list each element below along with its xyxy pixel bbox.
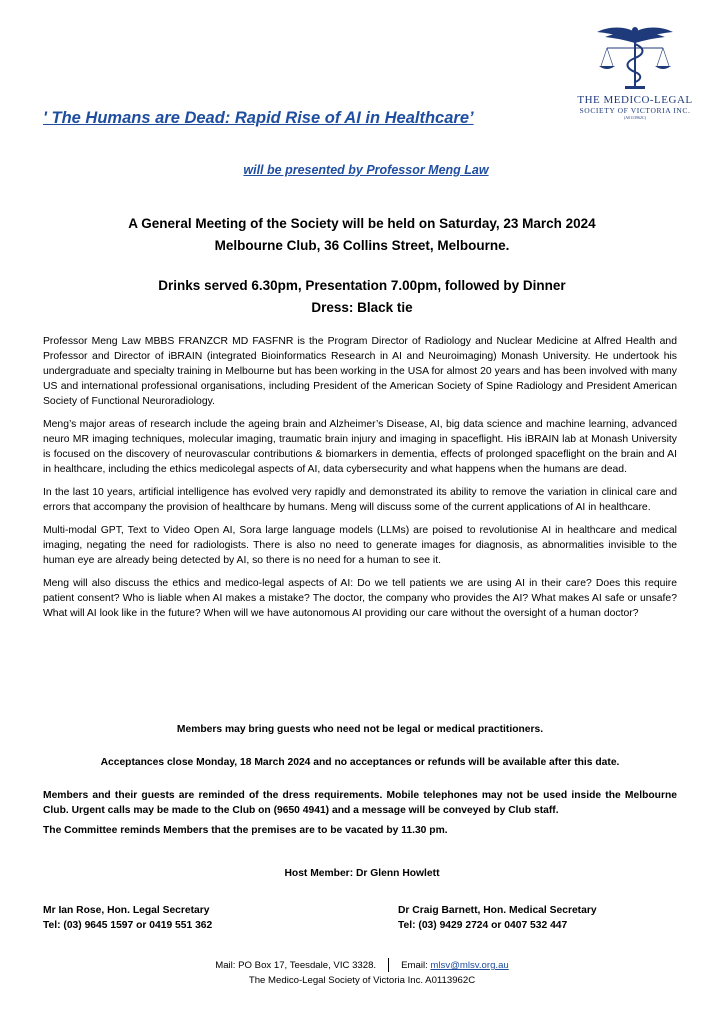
host-member: Host Member: Dr Glenn Howlett (284, 868, 440, 879)
caduceus-scales-icon (595, 22, 675, 90)
acceptances-notice: Acceptances close Monday, 18 March 2024 and no acceptances or refunds will be available after this date. (100, 757, 620, 768)
medical-secretary-contact (398, 903, 597, 933)
guests-notice: Members may bring guests who need not be legal or medical practitioners. (176, 724, 544, 735)
paragraph: Professor Meng Law MBBS FRANZCR MD FASFNR is the Program Director of Radiology and Nuclear Medicine at Alfred Health and Professor and Director of iBRAIN (integrated Bioinformatics Research in AI and Neuroimaging) Monash University. He undertook his undergraduate and specialty training in Melbourne but has been working in the USA for almost 20 years and has been involved with many US and international professional organisations, including President of the American Society of Spine Radiology and President American Society of Functional Neuroradiology. (43, 336, 677, 407)
meeting-details (0, 213, 724, 257)
event-title: ' The Humans are Dead: Rapid Rise of AI in Healthcare’ (43, 109, 474, 127)
schedule-details (0, 275, 724, 319)
legal-secretary-phone: Tel: (03) 9645 1597 or 0419 551 362 (43, 920, 213, 931)
paragraph: Multi-modal GPT, Text to Video Open AI, Sora large language models (LLMs) are poised to revolutionise AI in healthcare and medical imaging, negating the need for radiologists. There is also no need to generate images for diagnosis, as abnormalities invisible to the human eye are already being detected by AI, so there is no need for a human to see it. (43, 525, 677, 566)
presenter-line: will be presented by Professor Meng Law (243, 163, 489, 177)
paragraph: Meng will also discuss the ethics and medico-legal aspects of AI: Do we tell patients we are using AI in their care? Does this require patient consent? Who is liable when AI makes a mistake? The doctor, the company who provides the AI? What makes AI safe or unsafe? What will AI look like in the future? When will we have autonomous AI providing our care without the oversight of a human doctor? (43, 578, 677, 619)
premises-notice: The Committee reminds Members that the premises are to be vacated by 11.30 pm. (43, 825, 448, 836)
medical-secretary-phone: Tel: (03) 9429 2724 or 0407 532 447 (398, 920, 568, 931)
logo-registration: (A0113962C) (623, 115, 647, 120)
mailing-address: Mail: PO Box 17, Teesdale, VIC 3328. (215, 960, 377, 971)
footer-contact-line (0, 958, 724, 973)
speaker-biography (43, 334, 677, 629)
logo-name: THE MEDICO-LEGAL (577, 94, 693, 106)
dress-requirements-notice: Members and their guests are reminded of the dress requirements. Mobile telephones may not be used inside the Melbourne Club. Urgent calls may be made to the Club on (9650 4941) and a message will be conveyed by Club staff. (43, 790, 677, 816)
paragraph: In the last 10 years, artificial intelligence has evolved very rapidly and demonstrated its ability to remove the variation in clinical care and errors that accompany the provision of healthcare by humans. Meng will discuss some of the current applications of AI in healthcare. (43, 487, 677, 513)
meeting-venue-line: Melbourne Club, 36 Collins Street, Melbourne. (214, 238, 510, 253)
organisation-line: The Medico-Legal Society of Victoria Inc. A0113962C (248, 975, 476, 986)
email-label: Email: (401, 960, 428, 971)
email-link[interactable]: mlsv@mlsv.org.au (430, 960, 509, 971)
legal-secretary-contact (43, 903, 212, 933)
logo-subtitle: SOCIETY OF VICTORIA INC. (579, 106, 691, 115)
schedule-line: Drinks served 6.30pm, Presentation 7.00pm, followed by Dinner (158, 278, 566, 293)
medical-secretary-name: Dr Craig Barnett, Hon. Medical Secretary (398, 905, 597, 916)
meeting-date-line: A General Meeting of the Society will be held on Saturday, 23 March 2024 (128, 216, 596, 231)
legal-secretary-name: Mr Ian Rose, Hon. Legal Secretary (43, 905, 210, 916)
society-logo (560, 22, 710, 120)
paragraph: Meng’s major areas of research include the ageing brain and Alzheimer’s Disease, AI, big data science and machine learning, advanced neuro MR imaging techniques, molecular imaging, traumatic brain injury and imaging in spaceflight. His iBRAIN lab at Monash University is focused on the discovery of neurovascular contributions & biomarkers in dementia, effects of prolonged spaceflight on the brain and AI in healthcare, including the ethics medicolegal aspects of AI, data cybersecurity and what happens when the humans are dead. (43, 419, 677, 475)
footer (0, 958, 724, 988)
footer-divider (388, 958, 389, 972)
dress-code-line: Dress: Black tie (311, 300, 413, 315)
